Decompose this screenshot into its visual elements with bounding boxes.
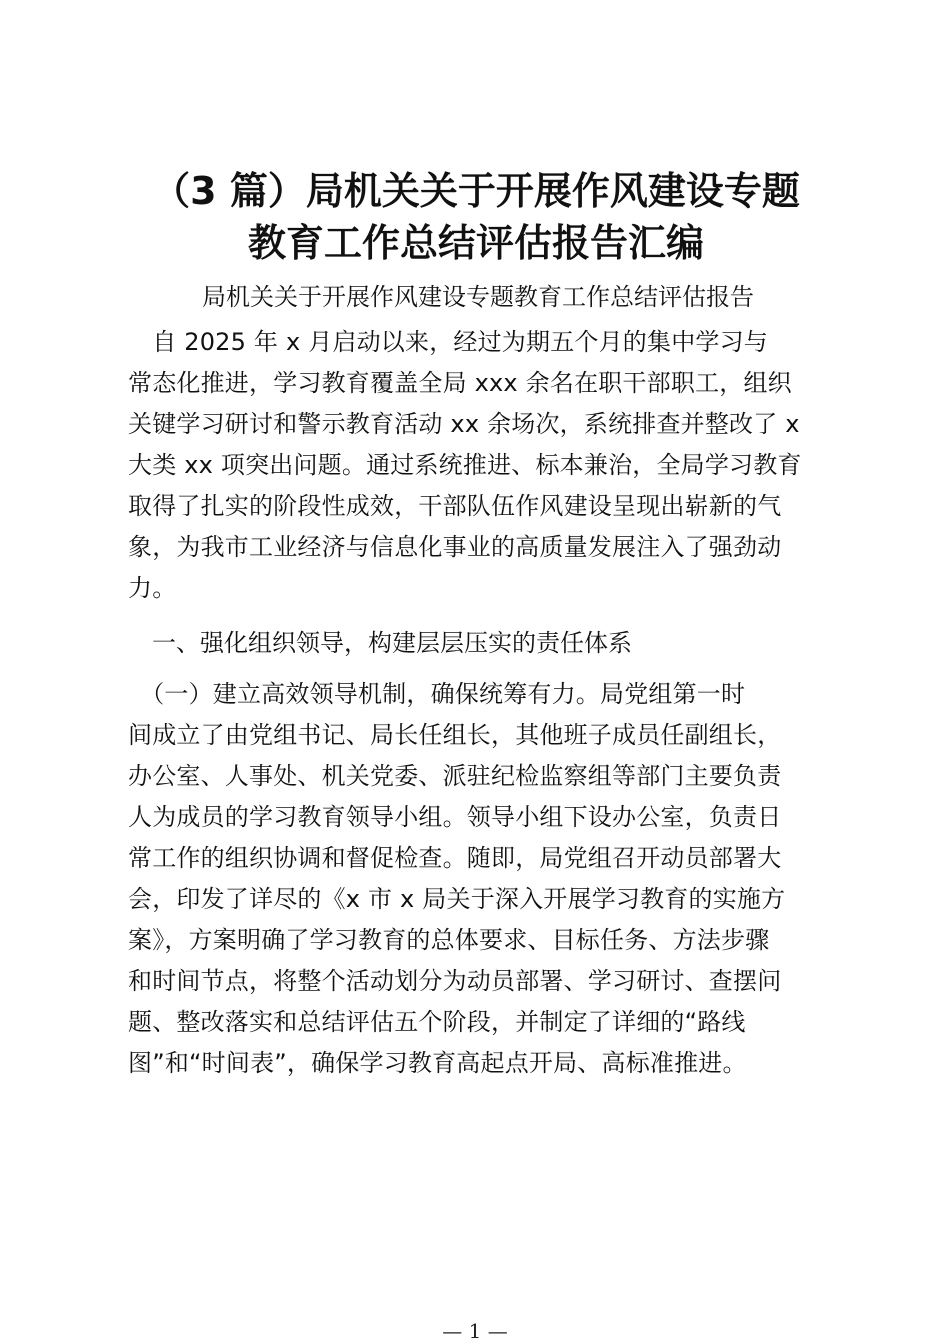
page-number: — 1 —	[442, 1319, 508, 1343]
paragraph-line: 力。	[128, 574, 177, 602]
paragraph-line: 案》，方案明确了学习教育的总体要求、目标任务、方法步骤	[128, 926, 770, 954]
document-title	[120, 165, 832, 269]
title-line-1: （3 篇）局机关关于开展作风建设专题	[152, 169, 800, 213]
paragraph-line: 和时间节点，将整个活动划分为动员部署、学习研讨、查摆问	[128, 967, 782, 995]
paragraph-line: 象，为我市工业经济与信息化事业的高质量发展注入了强劲动	[128, 533, 782, 561]
paragraph-line: 取得了扎实的阶段性成效，干部队伍作风建设呈现出崭新的气	[128, 492, 782, 520]
paragraph-line: 会，印发了详尽的《x 市 x 局关于深入开展学习教育的实施方	[128, 885, 786, 913]
paragraph-line: 关键学习研讨和警示教育活动 xx 余场次，系统排查并整改了 x	[128, 410, 800, 438]
paragraph-line: （一）建立高效领导机制，确保统筹有力。局党组第一时	[128, 680, 746, 708]
paragraph-line: 常态化推进，学习教育覆盖全局 xxx 余名在职干部职工，组织	[128, 369, 792, 397]
paragraph-line: 常工作的组织协调和督促检查。随即，局党组召开动员部署大	[128, 844, 782, 872]
section-heading: 一、强化组织领导，构建层层压实的责任体系	[128, 629, 632, 657]
document-body	[128, 322, 830, 1084]
paragraph-leadership	[128, 674, 830, 1084]
paragraph-line: 自 2025 年 x 月启动以来，经过为期五个月的集中学习与	[128, 328, 768, 356]
paragraph-line: 人为成员的学习教育领导小组。领导小组下设办公室，负责日	[128, 803, 782, 831]
paragraph-line: 大类 xx 项突出问题。通过系统推进、标本兼治，全局学习教育	[128, 451, 802, 479]
paragraph-line: 办公室、人事处、机关党委、派驻纪检监察组等部门主要负责	[128, 762, 782, 790]
paragraph-intro	[128, 322, 830, 609]
paragraph-line: 图”和“时间表”，确保学习教育高起点开局、高标准推进。	[128, 1049, 747, 1077]
paragraph-line: 题、整改落实和总结评估五个阶段，并制定了详细的“路线	[128, 1008, 746, 1036]
paragraph-line: 间成立了由党组书记、局长任组长，其他班子成员任副组长，	[128, 721, 782, 749]
paragraph-spacing	[128, 609, 830, 623]
title-line-2: 教育工作总结评估报告汇编	[247, 221, 704, 265]
report-subtitle: 局机关关于开展作风建设专题教育工作总结评估报告	[202, 283, 754, 311]
